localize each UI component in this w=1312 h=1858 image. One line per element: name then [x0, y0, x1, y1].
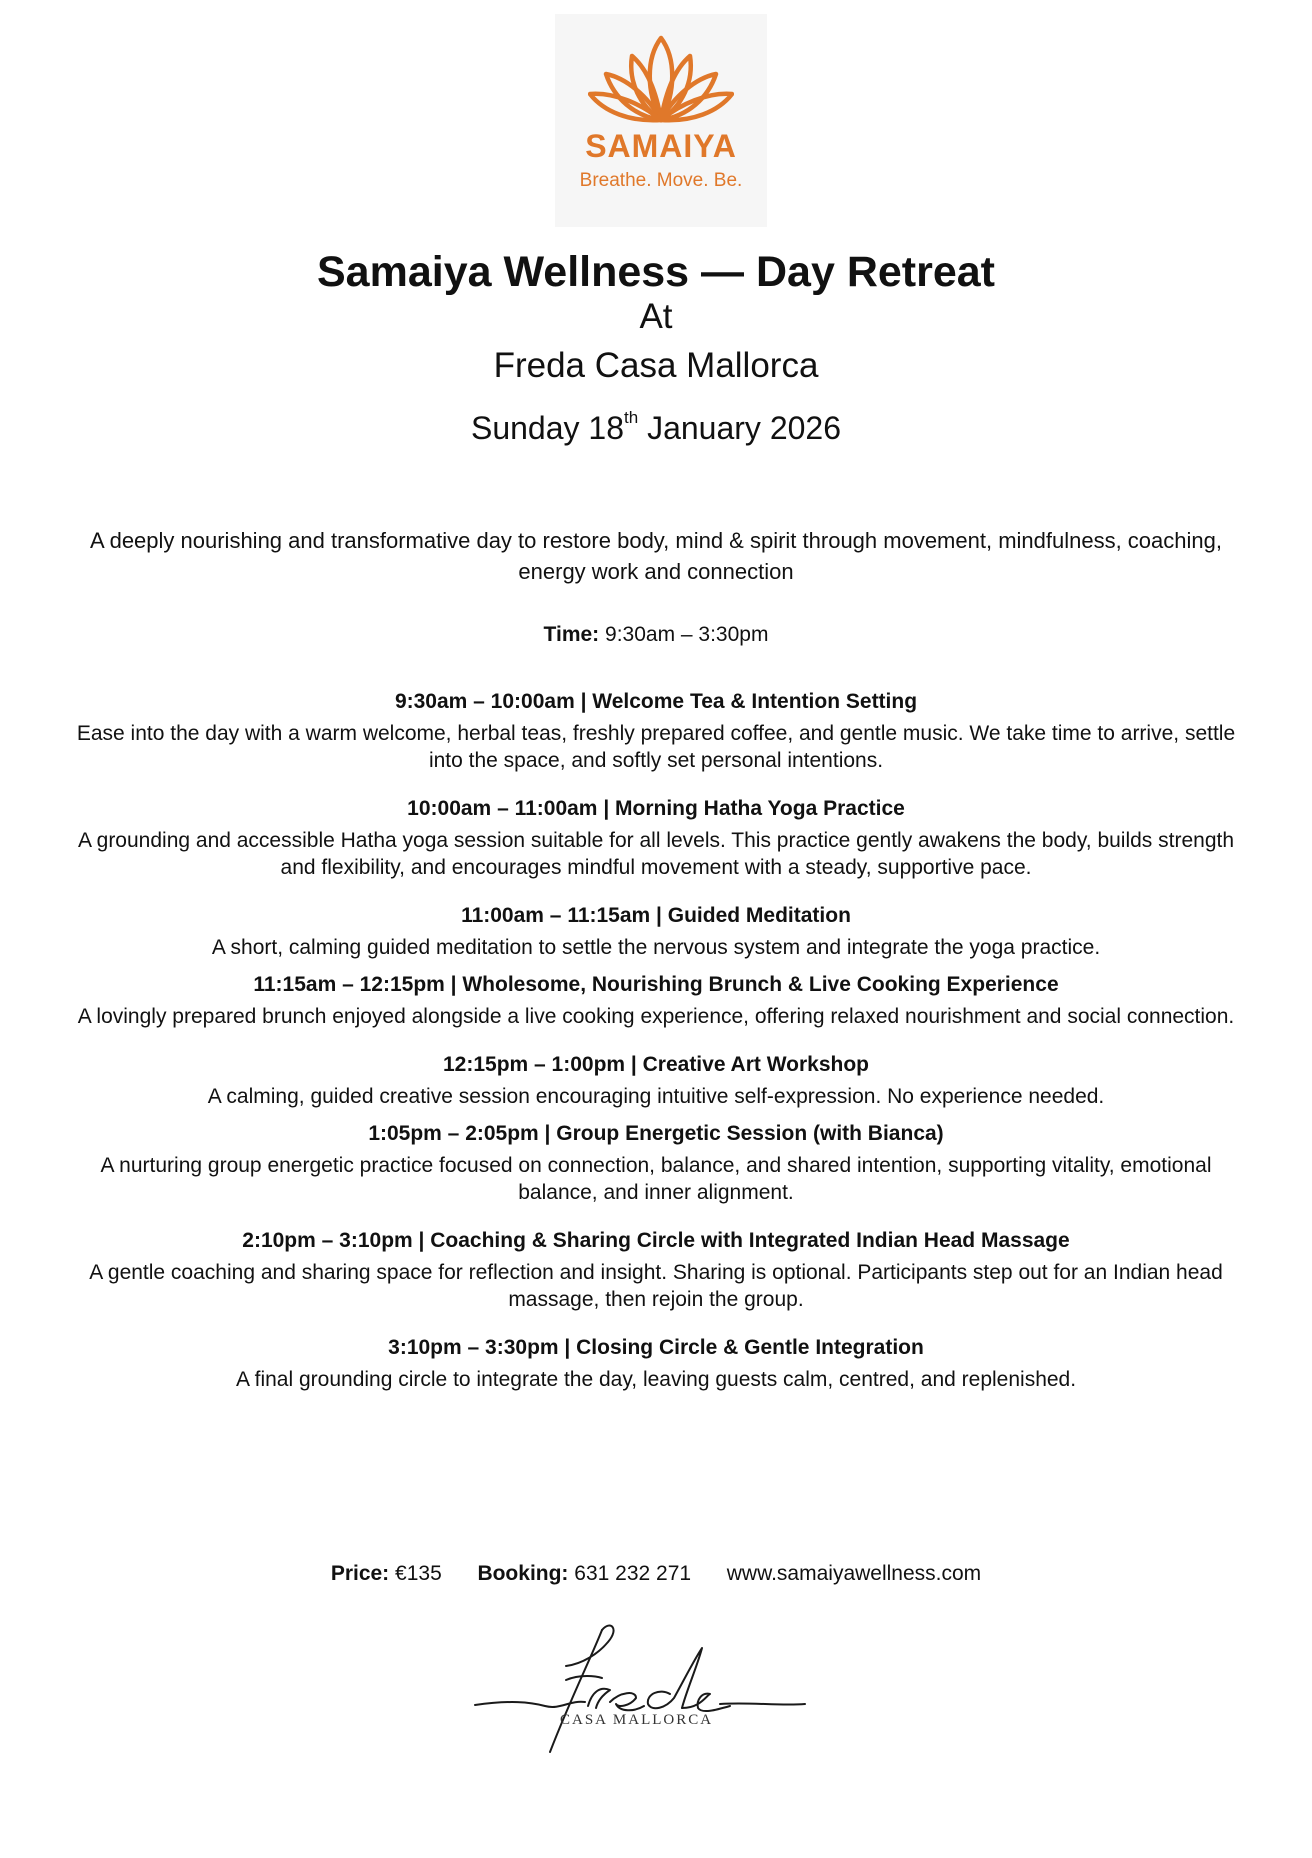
schedule-description: A nurturing group energetic practice focused on connection, balance, and shared intention, supporting vitality, emotional balance, and inner alignment.	[100, 1154, 1212, 1204]
subtitle-at: At	[639, 297, 673, 336]
schedule	[60, 688, 1252, 1393]
time-value: 9:30am – 3:30pm	[605, 623, 769, 646]
schedule-heading: 11:15am – 12:15pm | Wholesome, Nourishing Brunch & Live Cooking Experience	[253, 973, 1059, 996]
schedule-description: A lovingly prepared brunch enjoyed alongside a live cooking experience, offering relaxed nourishment and social connection.	[77, 1005, 1235, 1028]
schedule-description: Ease into the day with a warm welcome, herbal teas, freshly prepared coffee, and gentle music. We take time to arrive, settle into the space, and softly set personal intentions.	[76, 722, 1236, 772]
website-link[interactable]: www.samaiyawellness.com	[726, 1562, 982, 1585]
schedule-description: A grounding and accessible Hatha yoga session suitable for all levels. This practice gently awakens the body, builds strength and flexibility, and encourages mindful movement with a steady, supportive pace.	[77, 829, 1235, 879]
schedule-item	[60, 1334, 1252, 1393]
intro-text: A deeply nourishing and transformative day to restore body, mind & spirit through movement, mindfulness, coaching, energy work and connection	[90, 528, 1222, 584]
event-date	[0, 410, 1312, 447]
brand-name: SAMAIYA	[585, 128, 737, 164]
brand-tagline: Breathe. Move. Be.	[579, 170, 743, 191]
lotus-icon	[588, 34, 734, 124]
venue-name: Freda Casa Mallorca	[493, 346, 819, 385]
schedule-item	[60, 1051, 1252, 1110]
freda-logo	[470, 1620, 810, 1760]
schedule-description: A final grounding circle to integrate the day, leaving guests calm, centred, and replenished.	[235, 1368, 1077, 1391]
schedule-item	[60, 795, 1252, 881]
schedule-description: A gentle coaching and sharing space for reflection and insight. Sharing is optional. Participants step out for an Indian head massage, then rejoin the group.	[89, 1261, 1223, 1311]
schedule-description: A calming, guided creative session encouraging intuitive self-expression. No experience needed.	[207, 1085, 1105, 1108]
date-ordinal: th	[624, 408, 639, 428]
schedule-heading: 10:00am – 11:00am | Morning Hatha Yoga Practice	[407, 797, 905, 820]
schedule-item	[60, 688, 1252, 774]
schedule-item	[60, 971, 1252, 1030]
freda-subtitle: CASA MALLORCA	[560, 1712, 714, 1728]
samaiya-logo	[555, 14, 767, 227]
schedule-heading: 9:30am – 10:00am | Welcome Tea & Intention Setting	[394, 690, 918, 713]
schedule-heading: 11:00am – 11:15am | Guided Meditation	[461, 904, 851, 927]
date-suffix: January 2026	[638, 410, 841, 446]
price-value: €135	[395, 1562, 442, 1585]
schedule-item	[60, 1120, 1252, 1206]
schedule-heading: 3:10pm – 3:30pm | Closing Circle & Gentle Integration	[388, 1336, 924, 1359]
page-title: Samaiya Wellness — Day Retreat	[317, 248, 995, 296]
footer-info	[0, 1562, 1312, 1586]
schedule-heading: 12:15pm – 1:00pm | Creative Art Workshop	[442, 1053, 870, 1076]
schedule-heading: 1:05pm – 2:05pm | Group Energetic Session (with Bianca)	[368, 1122, 944, 1145]
booking-phone[interactable]: 631 232 271	[574, 1562, 692, 1585]
date-prefix: Sunday 18	[470, 410, 624, 446]
schedule-item	[60, 902, 1252, 961]
price-label: Price:	[330, 1562, 390, 1585]
freda-signature	[470, 1620, 810, 1760]
schedule-item	[60, 1227, 1252, 1313]
schedule-description: A short, calming guided meditation to settle the nervous system and integrate the yoga practice.	[211, 936, 1101, 959]
schedule-heading: 2:10pm – 3:10pm | Coaching & Sharing Circle with Integrated Indian Head Massage	[242, 1229, 1070, 1252]
time-line	[0, 623, 1312, 647]
time-label: Time:	[543, 623, 600, 646]
booking-label: Booking:	[477, 1562, 569, 1585]
